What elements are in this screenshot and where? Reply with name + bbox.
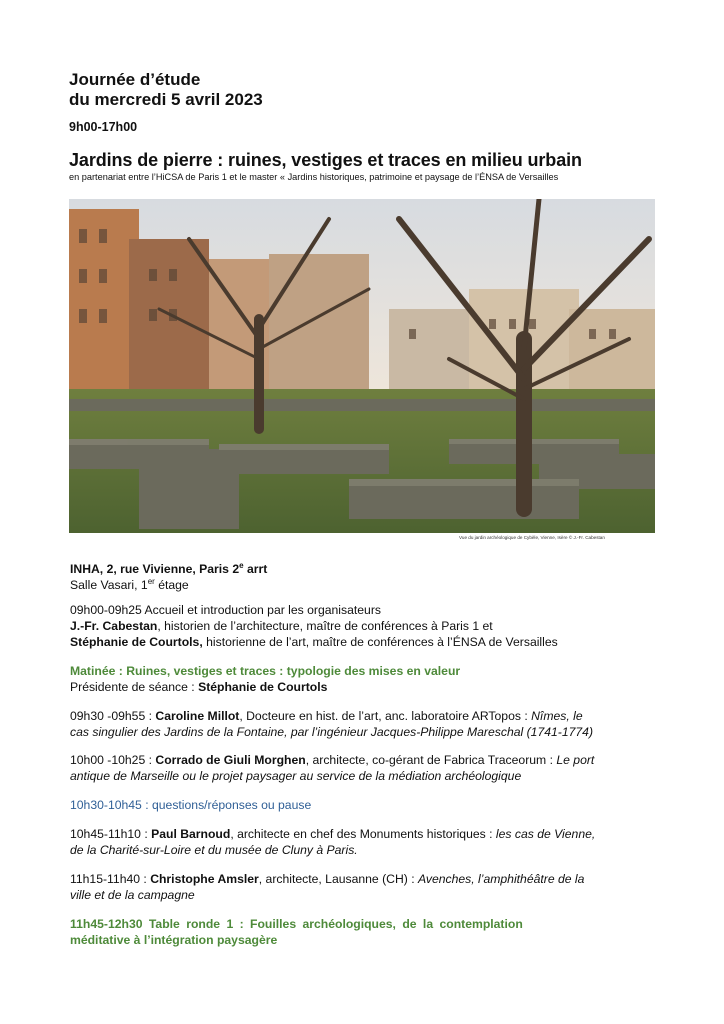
photo-caption: Vue du jardin archéologique de Cybèle, Vienne, Isère © J.-Fr. Cabestan	[459, 535, 605, 540]
roundtable-line-1: 11h45-12h30 Table ronde 1 : Fouilles archéologiques, de la contemplation	[70, 917, 523, 931]
talk-4-line-2	[70, 887, 195, 904]
venue-address-sup: e	[239, 561, 244, 570]
talk-1-title-b: cas singulier des Jardins de la Fontaine, par l’ingénieur Jacques-Philippe Mareschal (1741-1774)	[70, 725, 594, 739]
organizer-2-name: Stéphanie de Courtols,	[70, 635, 203, 649]
organizer-1	[70, 618, 493, 635]
venue-address-text: INHA, 2, rue Vivienne, Paris 2	[70, 562, 240, 577]
garden-photo	[69, 199, 655, 533]
talk-1-time: 09h30 -09h55 :	[70, 709, 156, 723]
session-1-chair-name: Stéphanie de Courtols	[198, 680, 328, 694]
talk-2-desc: , architecte, co-gérant de Fabrica Traceorum :	[305, 753, 557, 767]
talk-1-line-1	[70, 708, 583, 725]
talk-4-speaker: Christophe Amsler	[150, 872, 259, 886]
event-title: Jardins de pierre : ruines, vestiges et traces en milieu urbain	[69, 150, 582, 170]
venue-room-end: étage	[154, 578, 189, 593]
talk-1-title-a: Nîmes, le	[531, 709, 583, 723]
session-1-chair-label: Présidente de séance :	[70, 680, 199, 694]
talk-4-title-b: ville et de la campagne	[70, 888, 195, 902]
header-hours: 9h00-17h00	[69, 120, 138, 134]
venue-room	[70, 573, 189, 594]
welcome-line: 09h00-09h25 Accueil et introduction par les organisateurs	[70, 603, 381, 617]
venue-room-text: Salle Vasari, 1	[70, 578, 148, 593]
talk-4-title-a: Avenches, l’amphithéâtre de la	[417, 872, 585, 886]
organizer-1-name: J.-Fr. Cabestan	[70, 619, 158, 633]
session-1-title: Matinée : Ruines, vestiges et traces : typologie des mises en valeur	[70, 664, 461, 678]
talk-2-speaker: Corrado de Giuli Morghen	[155, 753, 306, 767]
break-line: 10h30-10h45 : questions/réponses ou pause	[70, 798, 312, 812]
talk-3-line-1	[70, 826, 595, 843]
talk-3-speaker: Paul Barnoud	[151, 827, 231, 841]
talk-2-title-a: Le port	[556, 753, 595, 767]
talk-4-line-1	[70, 871, 584, 888]
header-date: du mercredi 5 avril 2023	[69, 90, 263, 109]
talk-1-line-2	[70, 724, 593, 741]
talk-2-line-1	[70, 752, 594, 769]
venue-address-end: arrt	[243, 562, 268, 577]
talk-2-title-b: antique de Marseille ou le projet paysager au service de la médiation archéologique	[70, 769, 522, 783]
talk-4-desc: , architecte, Lausanne (CH) :	[258, 872, 418, 886]
talk-3-line-2	[70, 842, 358, 859]
talk-2-time: 10h00 -10h25 :	[70, 753, 156, 767]
talk-4-time: 11h15-11h40 :	[70, 872, 151, 886]
event-subtitle: en partenariat entre l’HiCSA de Paris 1 et le master « Jardins historiques, patrimoine et paysage de l’ÉNSA de Versailles	[69, 172, 559, 182]
talk-2-line-2	[70, 768, 521, 785]
talk-1-speaker: Caroline Millot	[155, 709, 240, 723]
talk-1-desc: , Docteure en hist. de l’art, anc. laboratoire ARTopos :	[239, 709, 532, 723]
talk-3-title-a: les cas de Vienne,	[495, 827, 596, 841]
header-line-1: Journée d’étude	[69, 70, 201, 89]
organizer-2-desc: historienne de l’art, maître de conférences à l’ÉNSA de Versailles	[202, 635, 558, 649]
session-1-chair	[70, 679, 327, 696]
roundtable-line-2: méditative à l’intégration paysagère	[70, 933, 278, 947]
talk-3-title-b: de la Charité-sur-Loire et du musée de Cluny à Paris.	[70, 843, 358, 857]
talk-3-desc: , architecte en chef des Monuments historiques :	[230, 827, 496, 841]
organizer-1-desc: , historien de l’architecture, maître de conférences à Paris 1 et	[157, 619, 493, 633]
talk-3-time: 10h45-11h10 :	[70, 827, 152, 841]
organizer-2	[70, 634, 558, 651]
venue-room-sup: er	[147, 577, 155, 586]
